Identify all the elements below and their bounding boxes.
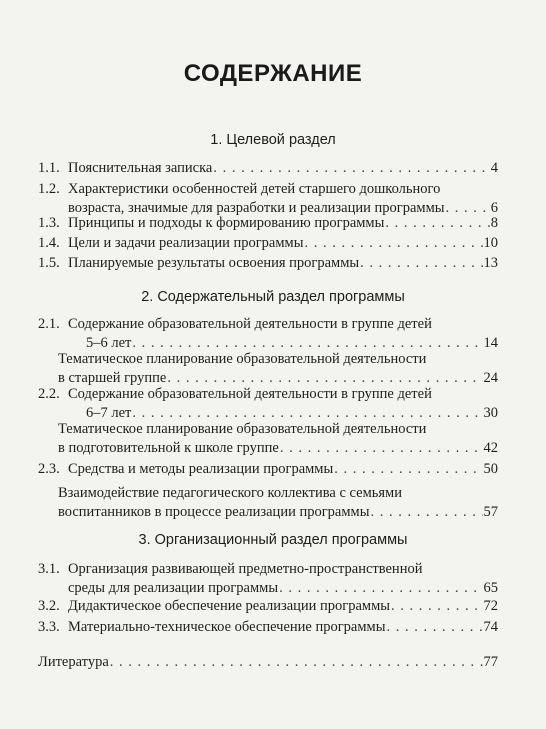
entry-page: 10 — [483, 235, 498, 251]
dot-leader — [304, 234, 482, 253]
entry-page: 65 — [483, 580, 498, 596]
toc-entry[interactable] — [38, 159, 498, 178]
toc-entry[interactable] — [38, 420, 498, 458]
entry-title: Пояснительная записка — [68, 160, 213, 176]
entry-title: Материально-техническое обеспечение программы — [68, 619, 386, 635]
dot-leader — [280, 439, 483, 458]
dot-leader — [279, 579, 482, 598]
toc-entry[interactable] — [38, 484, 498, 522]
section-heading: 2. Содержательный раздел программы — [141, 289, 405, 305]
entry-page: 13 — [483, 255, 498, 271]
dot-leader — [391, 597, 482, 616]
entry-title: Организация развивающей предметно-пространственной — [68, 561, 423, 577]
entry-page: 57 — [483, 504, 498, 520]
entry-title: Дидактическое обеспечение реализации программы — [68, 598, 391, 614]
entry-title-cont: 5–6 лет — [86, 335, 132, 351]
dot-leader — [334, 460, 482, 479]
entry-number: 2.3. — [38, 461, 60, 477]
toc-entry[interactable] — [38, 254, 498, 273]
toc-entry[interactable] — [38, 460, 498, 479]
toc-entry[interactable] — [38, 180, 498, 218]
entry-title: Планируемые результаты освоения программы — [68, 255, 360, 271]
page-title: СОДЕРЖАНИЕ — [183, 60, 363, 87]
entry-title-cont: среды для реализации программы — [68, 580, 279, 596]
entry-page: 30 — [483, 405, 498, 421]
entry-number: 1.4. — [38, 235, 60, 251]
toc-entry[interactable] — [38, 234, 498, 253]
entry-title: Содержание образовательной деятельности в группе детей — [68, 386, 432, 402]
entry-title: Средства и методы реализации программы — [68, 461, 334, 477]
entry-number: 3.1. — [38, 561, 60, 577]
toc-entry[interactable] — [38, 618, 498, 637]
entry-number: 2.1. — [38, 316, 60, 332]
dot-leader — [213, 159, 489, 178]
entry-page: 74 — [483, 619, 498, 635]
entry-title-cont: 6–7 лет — [86, 405, 132, 421]
entry-page: 8 — [490, 215, 498, 231]
entry-title-cont: в подготовительной к школе группе — [58, 440, 279, 456]
toc-entry[interactable] — [38, 214, 498, 233]
dot-leader — [110, 653, 483, 672]
entry-title: Цели и задачи реализации программы — [68, 235, 304, 251]
toc-entry[interactable] — [38, 315, 498, 353]
entry-page: 77 — [483, 654, 498, 670]
entry-title-cont: возраста, значимые для разработки и реализации программы — [68, 200, 445, 216]
entry-title-cont: воспитанников в процессе реализации программы — [58, 504, 370, 520]
entry-page: 6 — [490, 200, 498, 216]
toc-entry-literature[interactable] — [38, 653, 498, 672]
entry-number: 1.3. — [38, 215, 60, 231]
entry-number: 3.2. — [38, 598, 60, 614]
entry-title: Тематическое планирование образовательной деятельности — [58, 351, 427, 367]
dot-leader — [370, 503, 482, 522]
entry-page: 42 — [483, 440, 498, 456]
entry-title-cont: в старшей группе — [58, 370, 167, 386]
section-heading: 3. Организационный раздел программы — [138, 532, 408, 548]
entry-number: 3.3. — [38, 619, 60, 635]
entry-page: 24 — [483, 370, 498, 386]
entry-title: Взаимодействие педагогического коллектива с семьями — [58, 485, 402, 501]
entry-page: 14 — [483, 335, 498, 351]
entry-title: Характеристики особенностей детей старшего дошкольного — [68, 181, 441, 197]
toc-entry[interactable] — [38, 350, 498, 388]
dot-leader — [386, 618, 482, 637]
entry-page: 4 — [490, 160, 498, 176]
toc-entry[interactable] — [38, 385, 498, 423]
entry-title: Содержание образовательной деятельности в группе детей — [68, 316, 432, 332]
dot-leader — [360, 254, 482, 273]
entry-page: 50 — [483, 461, 498, 477]
entry-title: Литература — [38, 654, 109, 670]
dot-leader — [385, 214, 489, 233]
entry-title: Тематическое планирование образовательной деятельности — [58, 421, 427, 437]
entry-number: 2.2. — [38, 386, 60, 402]
entry-number: 1.5. — [38, 255, 60, 271]
entry-page: 72 — [483, 598, 498, 614]
entry-number: 1.2. — [38, 181, 60, 197]
section-heading: 1. Целевой раздел — [210, 132, 336, 148]
entry-title: Принципы и подходы к формированию программы — [68, 215, 385, 231]
toc-entry[interactable] — [38, 560, 498, 598]
toc-entry[interactable] — [38, 597, 498, 616]
entry-number: 1.1. — [38, 160, 60, 176]
